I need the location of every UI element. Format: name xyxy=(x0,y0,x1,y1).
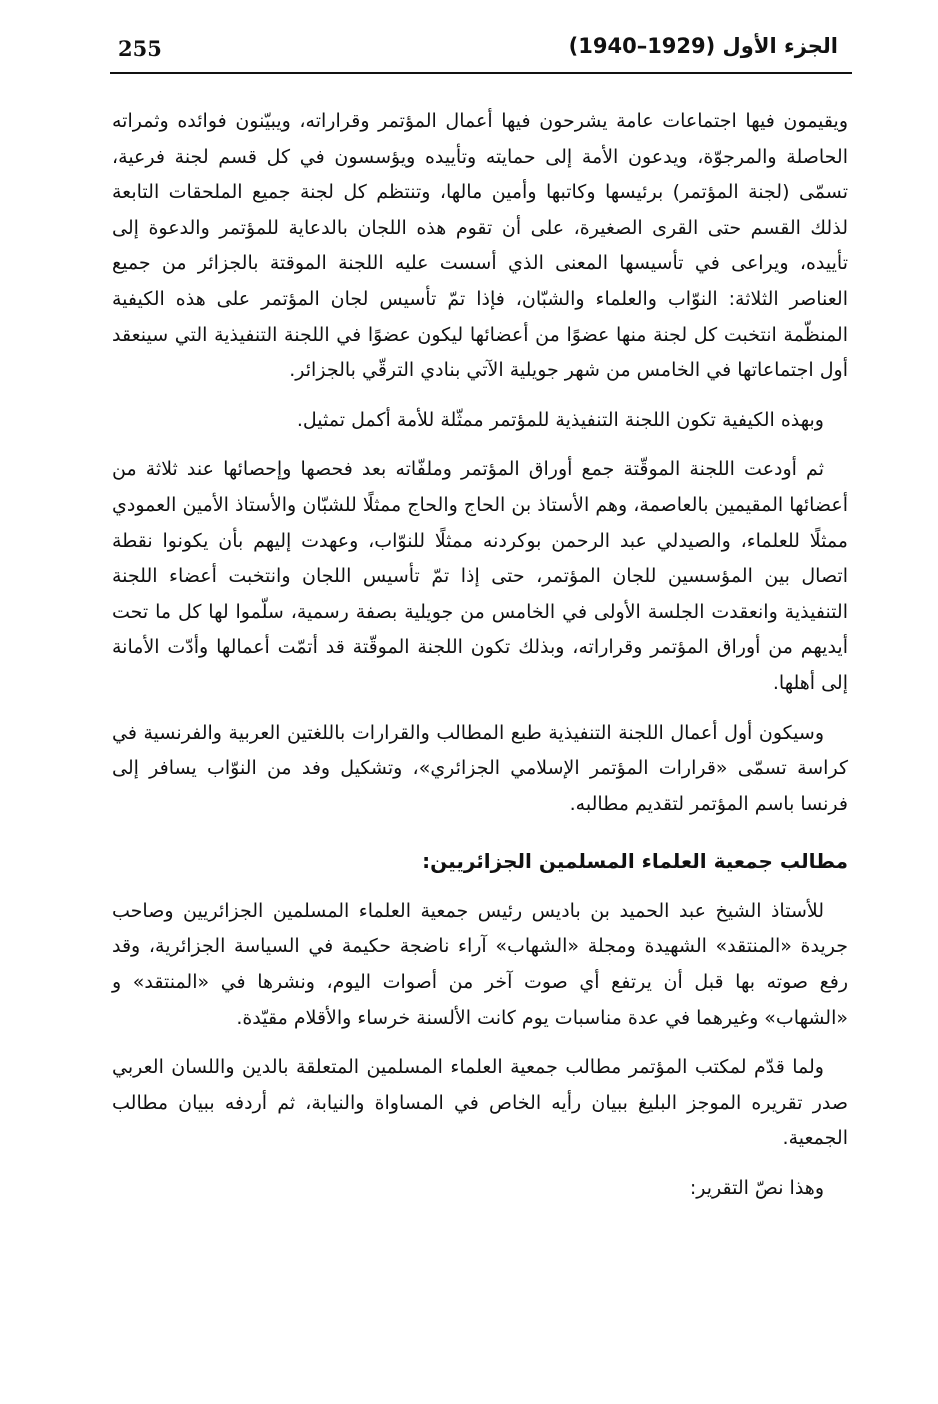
paragraph-4: وسيكون أول أعمال اللجنة التنفيذية طبع المطالب والقرارات باللغتين العربية والفرنسية في كراسة تسمّى «قرارات المؤتمر الإسلامي الجزائري»، وتشكيل وفد من النوّاب يسافر إلى فرنسا باسم المؤتمر لتقديم مطالبه. xyxy=(112,721,848,815)
page-number: 255 xyxy=(118,36,162,61)
paragraph-2: وبهذه الكيفية تكون اللجنة التنفيذية للمؤتمر ممثّلة للأمة أكمل تمثيل. xyxy=(296,408,824,431)
section-paragraph-1: للأستاذ الشيخ عبد الحميد بن باديس رئيس جمعية العلماء المسلمين الجزائريين وصاحب جريدة «المنتقد» الشهيدة ومجلة «الشهاب» آراء ناضجة حكيمة في السياسة الجزائرية، وقد رفع صوته بها قبل أن يرتفع أي صوت آخر من أصوات اليوم، ونشرها في «المنتقد» و «الشهاب» وغيرهما في عدة مناسبات يوم كانت الألسنة خرساء والأقلام مقيّدة. xyxy=(112,899,848,1029)
section-heading: مطالب جمعية العلماء المسلمين الجزائريين: xyxy=(422,849,848,874)
section-paragraph-2: ولما قدّم لمكتب المؤتمر مطالب جمعية العلماء المسلمين المتعلقة بالدين واللسان العربي صدر تقريره الموجز البليغ ببيان رأيه الخاص في المساواة والنيابة، ثم أردفه ببيان مطالب الجمعية. xyxy=(112,1056,848,1150)
paragraph-3: ثم أودعت اللجنة الموقّتة جمع أوراق المؤتمر وملفّاته بعد فحصها وإحصائها عند ثلاثة من أعضائها المقيمين بالعاصمة، وهم الأستاذ بن الحاج والحاج ممثلًا للشبّان والأستاذ الأمين العمودي ممثلًا للعلماء، والصيدلي عبد الرحمن بوكردنه ممثلًا للنوّاب، وعهدت إليهم بأن يكونوا نقطة اتصال بين المؤسسين للجان المؤتمر، حتى إذا تمّ تأسيس اللجان وانتخبت أعضاء اللجنة التنفيذية وانعقدت الجلسة الأولى في الخامس من جويلية بصفة رسمية، سلّموا لها كل ما تحت أيديهم من أوراق المؤتمر وقراراته، وبذلك تكون اللجنة الموقّتة قد أتمّت أعمالها وأدّت الأمانة إلى أهلها. xyxy=(112,458,848,694)
running-title: الجزء الأول (1929–1940) xyxy=(568,34,838,58)
page-body xyxy=(112,104,848,1221)
paragraph-1: ويقيمون فيها اجتماعات عامة يشرحون فيها أعمال المؤتمر وقراراته، ويبيّنون فوائده وثمراته الحاصلة والمرجوّة، ويدعون الأمة إلى حمايته وتأييده ويؤسسون في كل قسم لجنة فرعية، تسمّى (لجنة المؤتمر) برئيسها وكاتبها وأمين مالها، وتنتظم كل لجنة جميع الملحقات التابعة لذلك القسم حتى القرى الصغيرة، على أن تقوم هذه اللجان بالدعاية للمؤتمر والدعوة إلى تأييده، ويراعى في تأسيسها المعنى الذي أسست عليه اللجنة الموقتة بالجزائر من جميع العناصر الثلاثة: النوّاب والعلماء والشبّان، فإذا تمّ تأسيس لجان المؤتمر على هذه الكيفية المنظّمة انتخبت كل لجنة منها عضوًا من أعضائها ليكون عضوًا في اللجنة التنفيذية التي سينعقد أول اجتماعاتها في الخامس من شهر جويلية الآتي بنادي الترقّي بالجزائر. xyxy=(112,110,848,382)
section-paragraph-3: وهذا نصّ التقرير: xyxy=(689,1177,824,1200)
page-header xyxy=(110,30,852,74)
